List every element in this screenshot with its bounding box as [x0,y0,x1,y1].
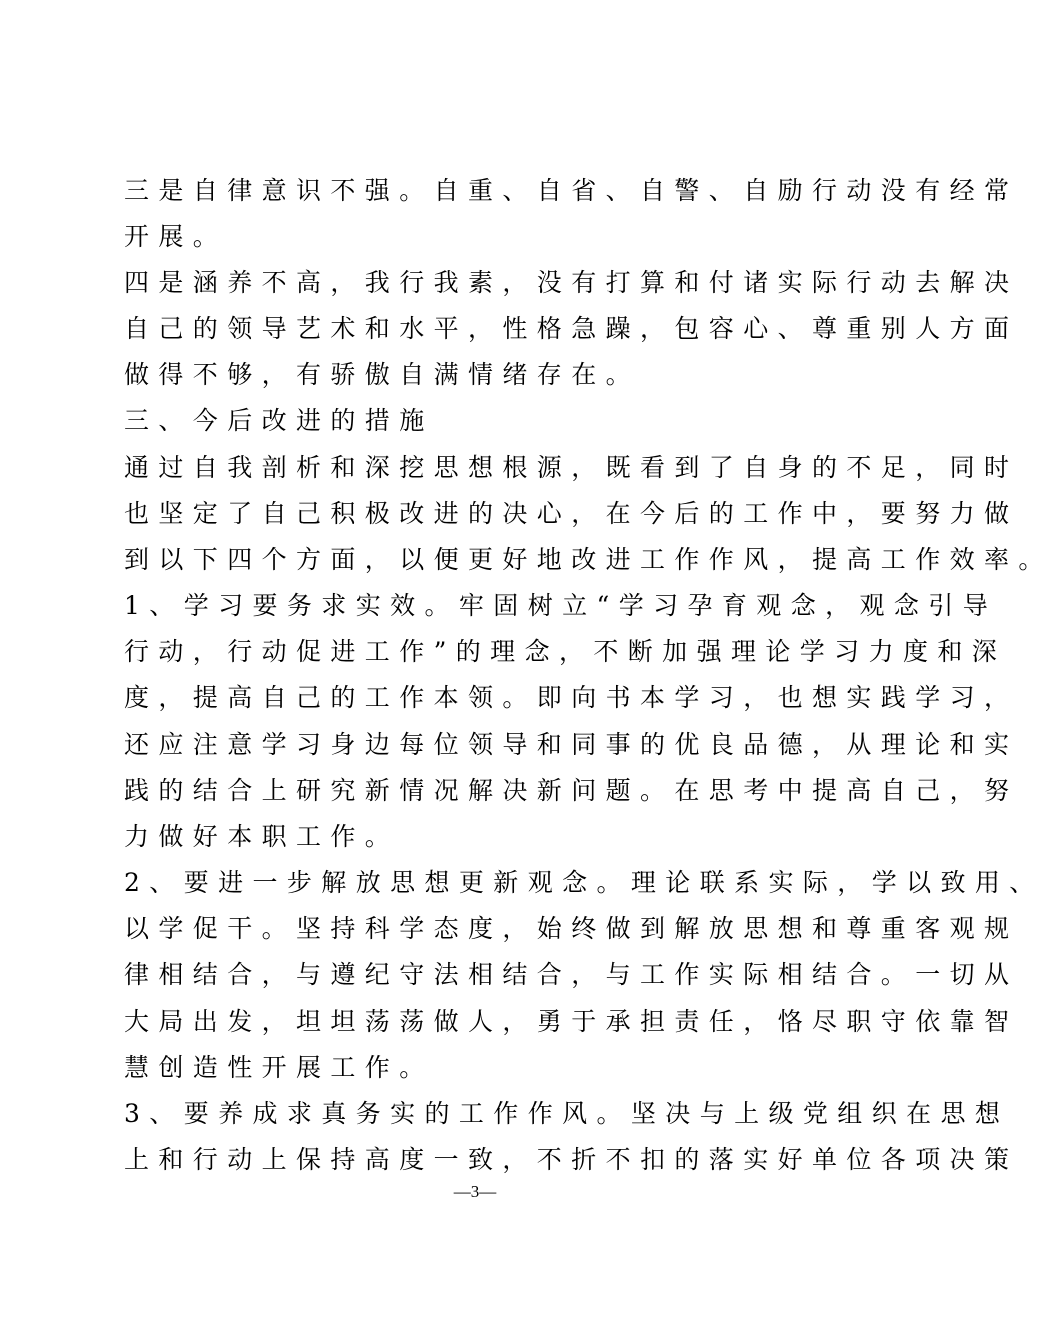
text-line: 自己的领导艺术和水平，性格急躁，包容心、尊重别人方面 [124,314,1019,343]
page-number: —3— [453,1182,497,1201]
text-line: 通过自我剖析和深挖思想根源，既看到了自身的不足，同时 [124,453,1019,482]
text-line: 也坚定了自己积极改进的决心，在今后的工作中，要努力做 [124,499,1019,528]
text-line: 还应注意学习身边每位领导和同事的优良品德，从理论和实 [124,730,1019,759]
text-line: 律相结合，与遵纪守法相结合，与工作实际相结合。一切从 [124,960,1019,989]
text-line: 慧创造性开展工作。 [124,1053,434,1082]
text-line: 度，提高自己的工作本领。即向书本学习，也想实践学习， [124,683,1019,712]
text-line: 3、要养成求真务实的工作作风。坚决与上级党组织在思想 [124,1099,1010,1128]
text-line: 2、要进一步解放思想更新观念。理论联系实际，学以致用、 [124,868,1044,897]
text-line: 行动，行动促进工作”的理念，不断加强理论学习力度和深 [124,637,1007,666]
text-line: 做得不够，有骄傲自满情绪存在。 [124,360,641,389]
text-line: 三是自律意识不强。自重、自省、自警、自励行动没有经常 [124,176,1019,205]
text-line: 开展。 [124,222,228,251]
text-line: 上和行动上保持高度一致，不折不扣的落实好单位各项决策 [124,1145,1019,1174]
text-line: 到以下四个方面，以便更好地改进工作作风，提高工作效率。 [124,545,1053,574]
text-line: 四是涵养不高，我行我素，没有打算和付诸实际行动去解决 [124,268,1019,297]
text-line: 力做好本职工作。 [124,822,400,851]
text-line: 1、学习要务求实效。牢固树立“学习孕育观念，观念引导 [124,591,998,620]
text-line: 践的结合上研究新情况解决新问题。在思考中提高自己，努 [124,776,1019,805]
text-line: 以学促干。坚持科学态度，始终做到解放思想和尊重客观规 [124,914,1019,943]
text-line: 大局出发，坦坦荡荡做人，勇于承担责任，恪尽职守依靠智 [124,1007,1019,1036]
section-heading: 三、今后改进的措施 [124,406,434,435]
